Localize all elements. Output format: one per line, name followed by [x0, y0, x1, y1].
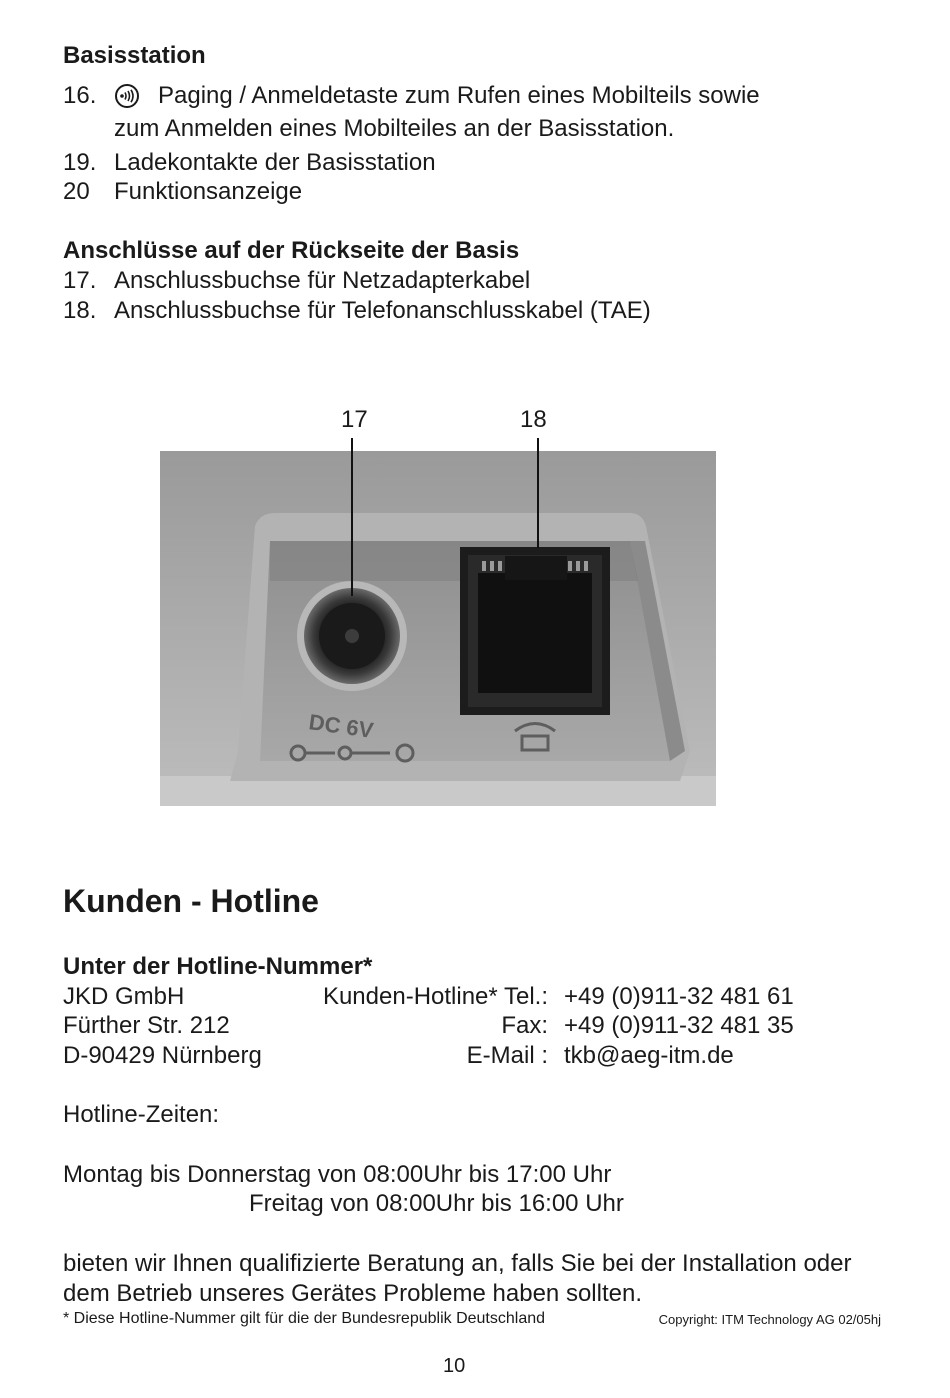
company-city: D-90429 Nürnberg — [63, 1042, 262, 1069]
hotline-fax-label: Fax: — [501, 1012, 548, 1039]
item-16-text-line2: zum Anmelden eines Mobilteiles an der Basisstation. — [114, 115, 675, 142]
hotline-times-weekdays: Montag bis Donnerstag von 08:00Uhr bis 17:00 Uhr — [63, 1161, 612, 1188]
hotline-text-line1: bieten wir Ihnen qualifizierte Beratung an, falls Sie bei der Installation oder — [63, 1250, 852, 1277]
hotline-text-line2: dem Betrieb unseres Gerätes Probleme haben sollten. — [63, 1280, 642, 1307]
company-street: Fürther Str. 212 — [63, 1012, 230, 1039]
callout-18-label: 18 — [520, 406, 547, 433]
rear-heading: Anschlüsse auf der Rückseite der Basis — [63, 237, 520, 264]
callout-17-label: 17 — [341, 406, 368, 433]
hotline-times-label: Hotline-Zeiten: — [63, 1101, 220, 1128]
hotline-subheading: Unter der Hotline-Nummer* — [63, 953, 373, 980]
item-20-number: 20 — [63, 178, 90, 205]
item-20-text: Funktionsanzeige — [114, 178, 303, 205]
hotline-tel-label: Kunden-Hotline* Tel.: — [322, 983, 548, 1010]
footnote: * Diese Hotline-Nummer gilt für die der Bundesrepublik Deutschland — [63, 1310, 546, 1327]
item-16-text-line1: Paging / Anmeldetaste zum Rufen eines Mobilteils sowie — [158, 82, 760, 109]
hotline-fax-value: +49 (0)911-32 481 35 — [564, 1012, 794, 1039]
hotline-times-friday: Freitag von 08:00Uhr bis 16:00 Uhr — [249, 1190, 624, 1217]
item-18-text: Anschlussbuchse für Telefonanschlusskabel (TAE) — [114, 297, 651, 324]
item-19-number: 19. — [63, 149, 97, 176]
item-18-number: 18. — [63, 297, 97, 324]
item-17-text: Anschlussbuchse für Netzadapterkabel — [114, 267, 531, 294]
hotline-tel-value: +49 (0)911-32 481 61 — [564, 983, 794, 1010]
hotline-email-label: E-Mail : — [466, 1042, 548, 1069]
hotline-title: Kunden - Hotline — [63, 883, 319, 919]
item-16-number: 16. — [63, 82, 97, 109]
callout-lines — [340, 438, 560, 608]
paging-icon — [114, 83, 140, 109]
item-17-number: 17. — [63, 267, 97, 294]
item-19-text: Ladekontakte der Basisstation — [114, 149, 436, 176]
dc-6v-label: DC 6V — [307, 709, 375, 743]
copyright: Copyright: ITM Technology AG 02/05hj — [658, 1312, 881, 1327]
company-name: JKD GmbH — [63, 983, 185, 1010]
page-number: 10 — [443, 1355, 466, 1377]
hotline-email-value: tkb@aeg-itm.de — [564, 1042, 734, 1069]
base-heading: Basisstation — [63, 42, 206, 69]
